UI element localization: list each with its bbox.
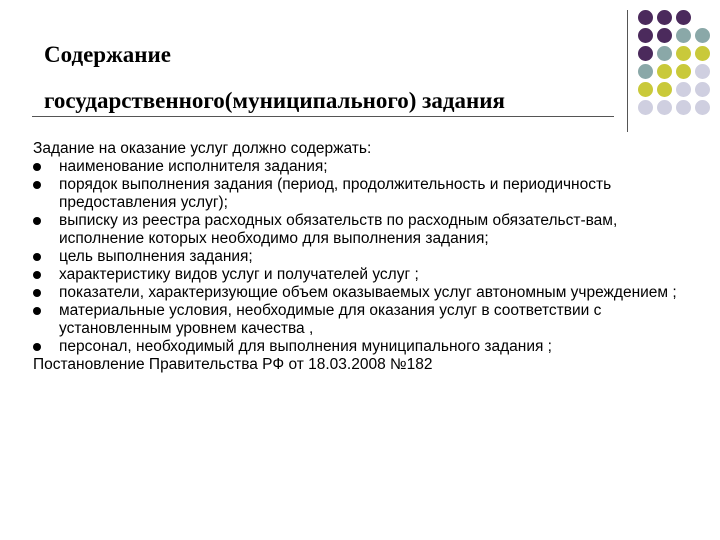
footer-reference: Постановление Правительства РФ от 18.03.2008 №182 bbox=[33, 356, 433, 373]
title-line-1: Содержание bbox=[44, 42, 171, 67]
decorative-dot bbox=[657, 46, 672, 61]
decorative-dot bbox=[657, 28, 672, 43]
bullet-icon bbox=[33, 343, 41, 351]
list-item-text: наименование исполнителя задания; bbox=[59, 158, 328, 175]
list-item bbox=[33, 176, 705, 212]
decorative-dot bbox=[657, 64, 672, 79]
bullet-icon bbox=[33, 289, 41, 297]
decorative-dot bbox=[657, 10, 672, 25]
decorative-dot bbox=[657, 100, 672, 115]
title-line-2: государственного(муниципального) задания bbox=[44, 88, 505, 113]
bullet-icon bbox=[33, 217, 41, 225]
list-item bbox=[33, 302, 705, 338]
requirements-list bbox=[33, 158, 705, 356]
decorative-dot bbox=[695, 82, 710, 97]
decorative-dot bbox=[638, 28, 653, 43]
decorative-dot bbox=[695, 100, 710, 115]
horizontal-divider bbox=[32, 116, 614, 117]
decorative-dot bbox=[676, 82, 691, 97]
list-item-text: характеристику видов услуг и получателей услуг ; bbox=[59, 266, 419, 283]
list-item bbox=[33, 158, 705, 176]
bullet-icon bbox=[33, 271, 41, 279]
list-item bbox=[33, 266, 705, 284]
decorative-dot bbox=[638, 46, 653, 61]
decorative-dot bbox=[676, 46, 691, 61]
list-item bbox=[33, 338, 705, 356]
decorative-dot bbox=[638, 100, 653, 115]
bullet-icon bbox=[33, 307, 41, 315]
list-item-text: персонал, необходимый для выполнения муниципального задания ; bbox=[59, 338, 552, 355]
slide-title bbox=[44, 32, 505, 124]
decorative-dot bbox=[676, 10, 691, 25]
list-item-text: порядок выполнения задания (период, продолжительность и периодичность предоставления услуг); bbox=[59, 176, 612, 211]
list-item bbox=[33, 212, 705, 248]
decorative-dot bbox=[695, 64, 710, 79]
list-item-text: показатели, характеризующие объем оказываемых услуг автономным учреждением ; bbox=[59, 284, 677, 301]
bullet-icon bbox=[33, 253, 41, 261]
list-item-text: выписку из реестра расходных обязательств по расходным обязательст-вам, исполнение которых необходимо для выполнения задания; bbox=[59, 212, 618, 247]
decorative-dot bbox=[695, 28, 710, 43]
intro-text: Задание на оказание услуг должно содержать: bbox=[33, 140, 372, 157]
list-item-text: цель выполнения задания; bbox=[59, 248, 253, 265]
decorative-dot bbox=[695, 46, 710, 61]
list-item bbox=[33, 248, 705, 266]
bullet-icon bbox=[33, 163, 41, 171]
slide-body bbox=[33, 140, 705, 374]
decorative-dot-grid bbox=[638, 10, 718, 120]
vertical-divider bbox=[627, 10, 628, 132]
decorative-dot bbox=[638, 64, 653, 79]
decorative-dot bbox=[638, 82, 653, 97]
decorative-dot bbox=[676, 100, 691, 115]
decorative-dot bbox=[657, 82, 672, 97]
decorative-dot bbox=[676, 28, 691, 43]
decorative-dot bbox=[638, 10, 653, 25]
decorative-dot bbox=[676, 64, 691, 79]
list-item-text: материальные условия, необходимые для оказания услуг в соответствии с установленным уровнем качества , bbox=[59, 302, 602, 337]
list-item bbox=[33, 284, 705, 302]
bullet-icon bbox=[33, 181, 41, 189]
